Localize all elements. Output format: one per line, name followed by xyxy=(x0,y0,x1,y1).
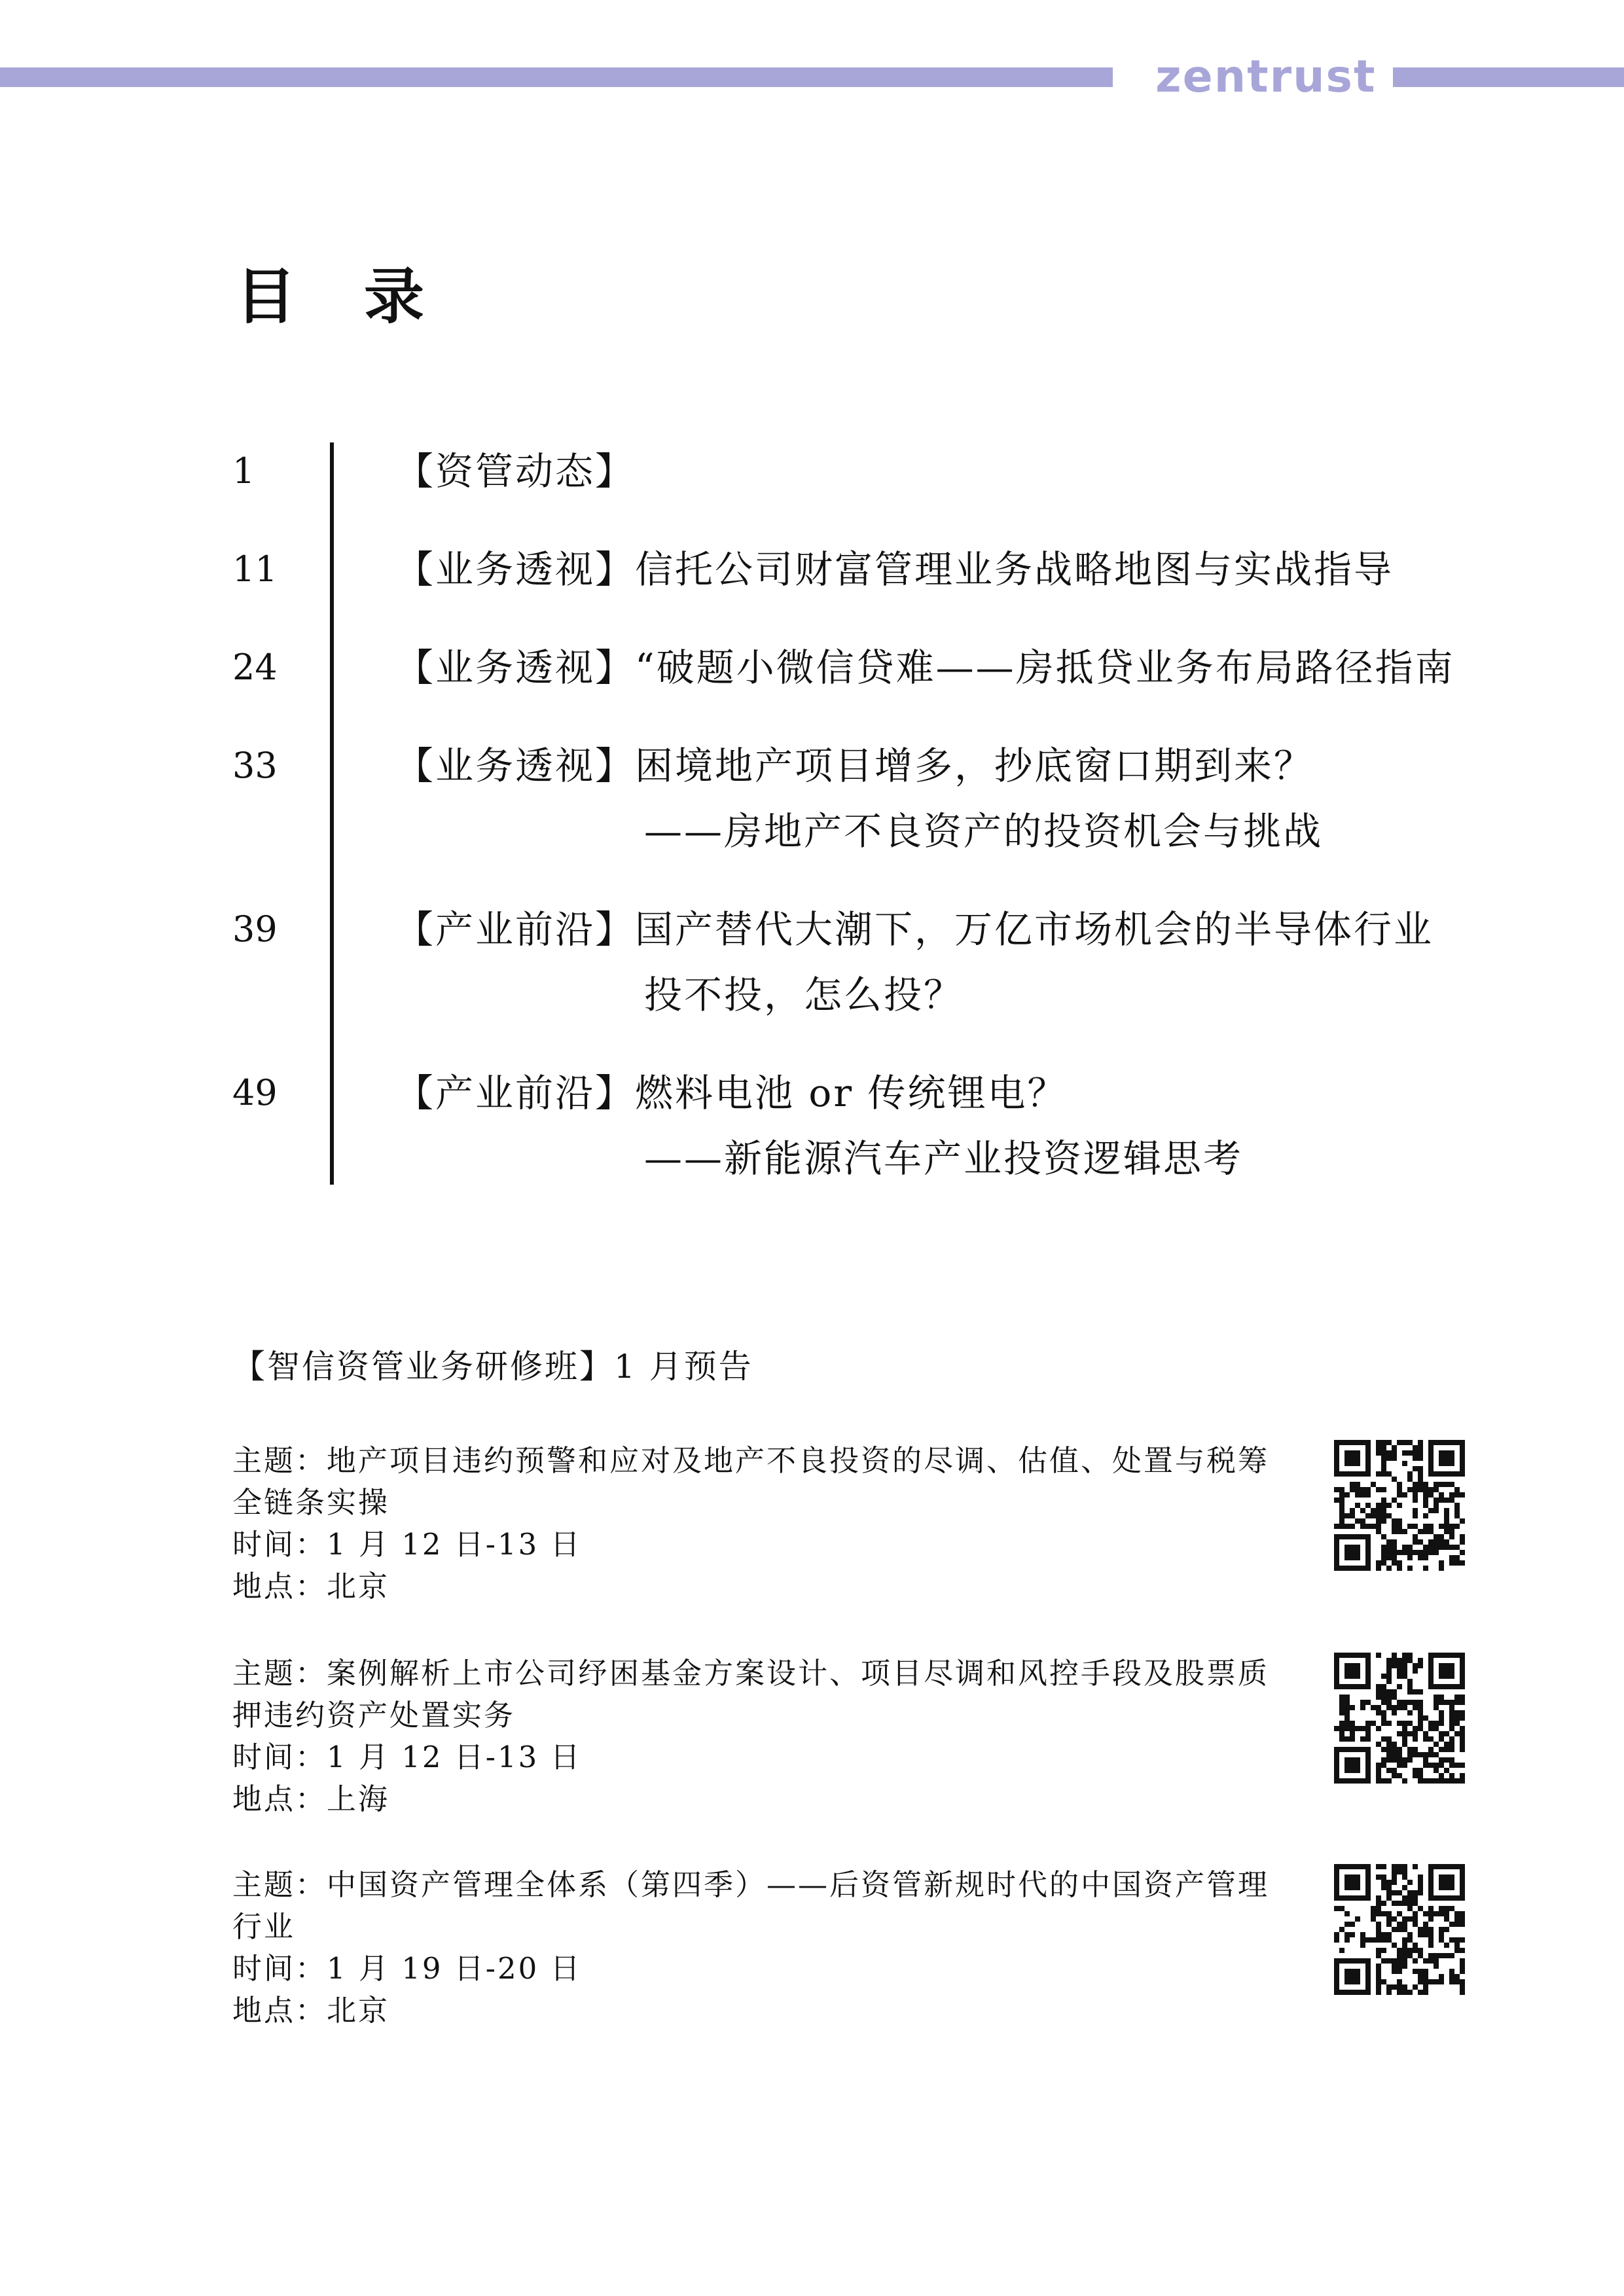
qr-code-icon[interactable] xyxy=(1334,1653,1465,1784)
event-item xyxy=(232,1864,1542,2032)
event-place: 地点：上海 xyxy=(232,1782,390,1816)
toc-entry-title: 【业务透视】信托公司财富管理业务战略地图与实战指导 xyxy=(395,547,1394,592)
toc-entry-subtitle: 投不投，怎么投？ xyxy=(644,973,964,1017)
event-time: 时间：1 月 12 日-13 日 xyxy=(232,1527,582,1562)
toc-entry-title: 【资管动态】 xyxy=(395,449,636,493)
toc-entry-title: 【业务透视】“破题小微信贷难——房抵贷业务布局路径指南 xyxy=(395,645,1455,690)
toc-page-number: 33 xyxy=(232,745,278,786)
qr-code-icon[interactable] xyxy=(1334,1864,1465,1995)
toc-entry-title: 【产业前沿】国产替代大潮下，万亿市场机会的半导体行业 xyxy=(395,907,1434,952)
toc-entry-title: 【业务透视】困境地产项目增多，抄底窗口期到来？ xyxy=(395,744,1314,788)
toc-page-number: 24 xyxy=(232,647,278,688)
toc-entry-subtitle: ——新能源汽车产业投资逻辑思考 xyxy=(644,1136,1244,1181)
brand-logo: zentrust xyxy=(1155,51,1377,103)
toc-entry-subtitle: ——房地产不良资产的投资机会与挑战 xyxy=(644,809,1324,853)
qr-code-icon[interactable] xyxy=(1334,1440,1465,1571)
event-time: 时间：1 月 19 日-20 日 xyxy=(232,1951,582,1986)
event-item xyxy=(232,1653,1542,1820)
event-topic-cont: 全链条实操 xyxy=(232,1485,390,1520)
toc-entry-title: 【产业前沿】燃料电池 or 传统锂电？ xyxy=(395,1071,1068,1115)
toc-divider xyxy=(330,442,334,1185)
event-topic: 主题：案例解析上市公司纾困基金方案设计、项目尽调和风控手段及股票质 xyxy=(232,1656,1270,1691)
toc-page-number: 39 xyxy=(232,908,278,950)
header-bar-right xyxy=(1393,67,1624,87)
event-topic-cont: 行业 xyxy=(232,1909,296,1944)
event-item xyxy=(232,1440,1542,1607)
event-topic: 主题：中国资产管理全体系（第四季）——后资管新规时代的中国资产管理 xyxy=(232,1867,1270,1902)
event-time: 时间：1 月 12 日-13 日 xyxy=(232,1740,582,1774)
toc-page-number: 11 xyxy=(232,548,278,590)
toc-page-number: 1 xyxy=(232,450,255,492)
toc-page-number: 49 xyxy=(232,1072,278,1113)
header-bar-left xyxy=(0,67,1113,87)
event-topic: 主题：地产项目违约预警和应对及地产不良投资的尽调、估值、处置与税筹 xyxy=(232,1443,1270,1478)
events-heading: 【智信资管业务研修班】1 月预告 xyxy=(232,1348,753,1386)
event-topic-cont: 押违约资产处置实务 xyxy=(232,1698,516,1732)
event-place: 地点：北京 xyxy=(232,1569,390,1604)
page-title: 目 录 xyxy=(236,261,448,332)
event-place: 地点：北京 xyxy=(232,1993,390,2028)
